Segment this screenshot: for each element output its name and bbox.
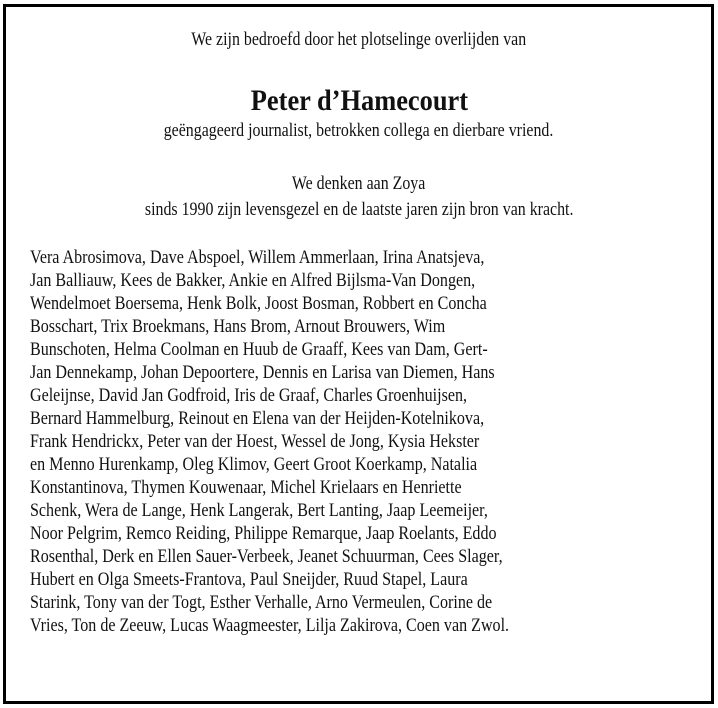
signatories-line-text: Wendelmoet Boersema, Henk Bolk, Joost Bosman, Robbert en Concha bbox=[30, 293, 487, 314]
signatories-line bbox=[30, 568, 710, 591]
signatories-line-text: Vera Abrosimova, Dave Abspoel, Willem Ammerlaan, Irina Anatsjeva, bbox=[30, 247, 485, 268]
signatories-line-text: Bunschoten, Helma Coolman en Huub de Graaff, Kees van Dam, Gert- bbox=[30, 339, 488, 360]
signatories-line bbox=[30, 269, 710, 292]
signatories-line-text: Bernard Hammelburg, Reinout en Elena van der Heijden-Kotelnikova, bbox=[30, 408, 485, 429]
partner-line-2-text: sinds 1990 zijn levensgezel en de laatste jaren zijn bron van kracht. bbox=[144, 200, 574, 220]
signatories-line bbox=[30, 246, 710, 269]
partner-line-1 bbox=[0, 174, 718, 195]
signatories-line-text: Bosschart, Trix Broekmans, Hans Brom, Arnout Brouwers, Wim bbox=[30, 316, 446, 337]
deceased-name bbox=[0, 84, 718, 118]
signatories-list bbox=[30, 246, 710, 637]
intro-line bbox=[0, 30, 718, 51]
signatories-line bbox=[30, 407, 710, 430]
signatories-line bbox=[30, 476, 710, 499]
signatories-line bbox=[30, 614, 710, 637]
epithet-text: geëngageerd journalist, betrokken collega en dierbare vriend. bbox=[164, 121, 554, 141]
signatories-line bbox=[30, 338, 710, 361]
signatories-line-text: Jan Dennekamp, Johan Depoortere, Dennis en Larisa van Diemen, Hans bbox=[30, 362, 495, 383]
signatories-line bbox=[30, 453, 710, 476]
signatories-line bbox=[30, 315, 710, 338]
signatories-line bbox=[30, 545, 710, 568]
intro-text: We zijn bedroefd door het plotselinge overlijden van bbox=[191, 30, 527, 50]
signatories-line-text: Noor Pelgrim, Remco Reiding, Philippe Remarque, Jaap Roelants, Eddo bbox=[30, 523, 497, 544]
signatories-line-text: Frank Hendrickx, Peter van der Hoest, Wessel de Jong, Kysia Hekster bbox=[30, 431, 480, 452]
partner-line-1-text: We denken aan Zoya bbox=[292, 174, 426, 194]
deceased-name-text: Peter d’Hamecourt bbox=[250, 84, 468, 117]
signatories-line-text: Geleijnse, David Jan Godfroid, Iris de Graaf, Charles Groenhuijsen, bbox=[30, 385, 468, 406]
partner-line-2 bbox=[0, 200, 718, 221]
signatories-line-text: Jan Balliauw, Kees de Bakker, Ankie en Alfred Bijlsma-Van Dongen, bbox=[30, 270, 476, 291]
signatories-line-text: Konstantinova, Thymen Kouwenaar, Michel Krielaars en Henriette bbox=[30, 477, 462, 498]
signatories-line-text: Starink, Tony van der Togt, Esther Verhalle, Arno Vermeulen, Corine de bbox=[30, 592, 493, 613]
signatories-line bbox=[30, 430, 710, 453]
signatories-line bbox=[30, 591, 710, 614]
signatories-line bbox=[30, 361, 710, 384]
signatories-line-text: Vries, Ton de Zeeuw, Lucas Waagmeester, Lilja Zakirova, Coen van Zwol. bbox=[30, 615, 510, 636]
signatories-line bbox=[30, 292, 710, 315]
signatories-line-text: Hubert en Olga Smeets-Frantova, Paul Sneijder, Ruud Stapel, Laura bbox=[30, 569, 468, 590]
signatories-line bbox=[30, 522, 710, 545]
signatories-line bbox=[30, 384, 710, 407]
signatories-line-text: Rosenthal, Derk en Ellen Sauer-Verbeek, Jeanet Schuurman, Cees Slager, bbox=[30, 546, 503, 567]
signatories-line-text: Schenk, Wera de Lange, Henk Langerak, Bert Lanting, Jaap Leemeijer, bbox=[30, 500, 488, 521]
signatories-line-text: en Menno Hurenkamp, Oleg Klimov, Geert Groot Koerkamp, Natalia bbox=[30, 454, 478, 475]
signatories-line bbox=[30, 499, 710, 522]
epithet-line bbox=[0, 121, 718, 142]
